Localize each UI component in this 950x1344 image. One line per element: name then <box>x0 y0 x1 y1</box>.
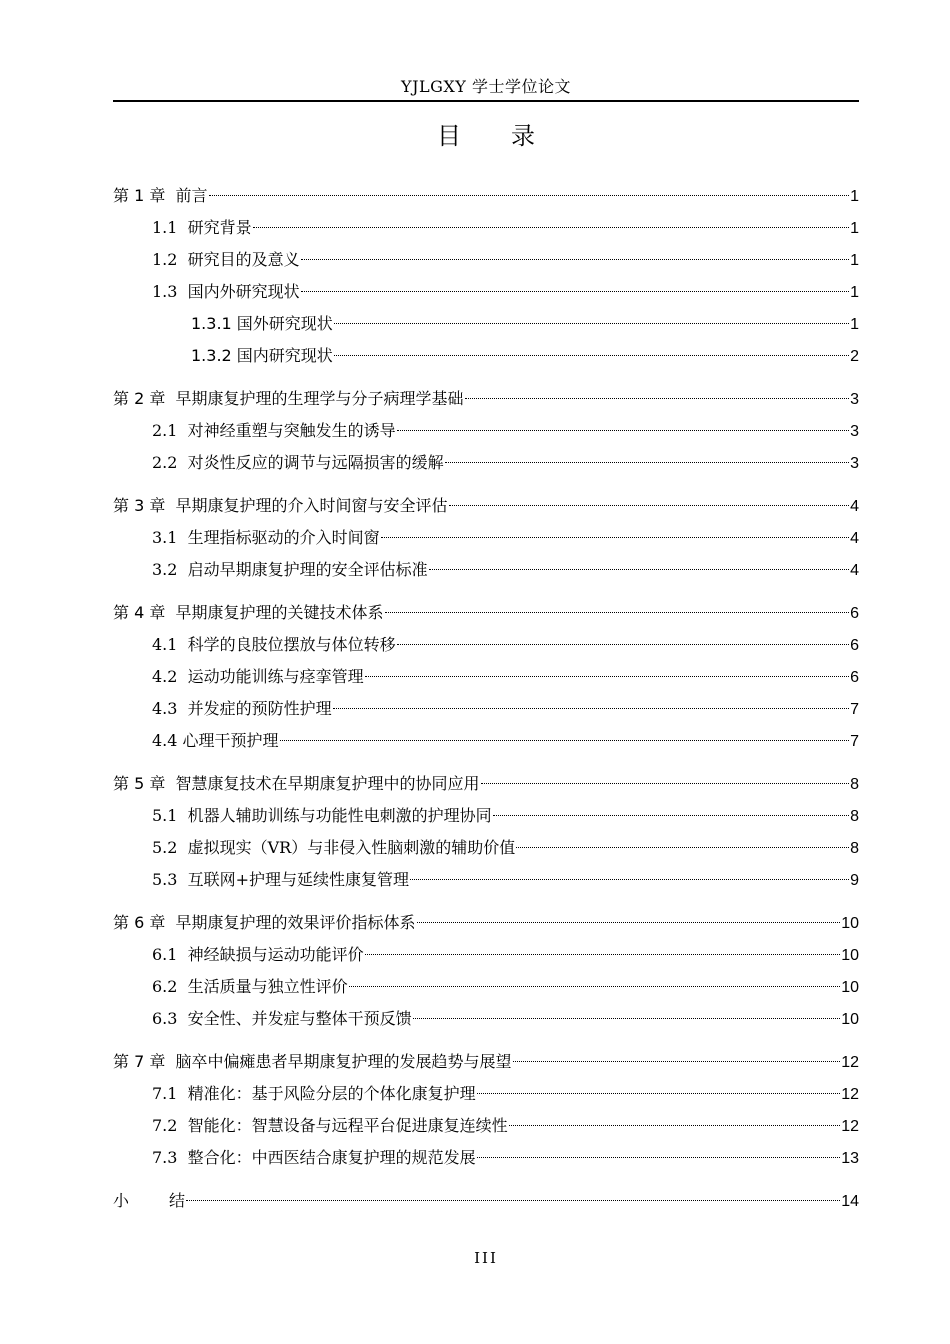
toc-chapter-entry[interactable] <box>113 768 859 800</box>
toc-entry-title: 前言 <box>175 186 208 205</box>
dot-leader <box>410 879 849 880</box>
toc-entry-page: 4 <box>850 498 859 515</box>
toc-entry-number: 4.3 <box>152 699 188 718</box>
toc-entry-title: 研究背景 <box>187 218 252 237</box>
toc-entry-page: 4 <box>850 562 859 579</box>
toc-entry-number: 4.2 <box>152 667 188 686</box>
toc-entry-number: 6.2 <box>152 977 188 996</box>
dot-leader <box>493 815 849 816</box>
toc-entry-number: 7.2 <box>152 1116 188 1135</box>
toc-title <box>113 116 859 151</box>
toc-entry-page: 8 <box>850 808 859 825</box>
dot-leader <box>349 986 841 987</box>
toc-entry-page: 4 <box>850 530 859 547</box>
toc-title-char-1: 目 <box>437 122 461 150</box>
toc-entry-page: 10 <box>841 915 859 932</box>
toc-entry-page: 8 <box>850 840 859 857</box>
toc-entry-number: 4.4 <box>152 731 183 750</box>
toc-entry-page: 12 <box>841 1118 859 1135</box>
toc-entry-title: 智能化：智慧设备与远程平台促进康复连续性 <box>187 1116 508 1135</box>
toc-entry-title: 安全性、并发症与整体干预反馈 <box>187 1009 412 1028</box>
toc-entry-page: 3 <box>850 455 859 472</box>
toc-entry-page: 1 <box>850 284 859 301</box>
toc-entry-number: 1.3.1 <box>191 314 237 333</box>
toc-section-entry[interactable] <box>113 244 859 276</box>
toc-entry-number: 4.1 <box>152 635 188 654</box>
toc-entry-title: 虚拟现实（VR）与非侵入性脑刺激的辅助价值 <box>187 838 516 857</box>
toc-entry-page: 1 <box>850 316 859 333</box>
toc-section-entry[interactable] <box>113 939 859 971</box>
toc-entry-title: 启动早期康复护理的安全评估标准 <box>187 560 428 579</box>
dot-leader <box>465 398 850 399</box>
dot-leader <box>509 1125 841 1126</box>
toc-entry-page: 9 <box>850 872 859 889</box>
toc-section-entry[interactable] <box>113 1142 859 1174</box>
table-of-contents <box>113 180 859 1217</box>
dot-leader <box>385 612 850 613</box>
toc-chapter-entry[interactable] <box>113 490 859 522</box>
toc-entry-page: 6 <box>850 605 859 622</box>
toc-entry-number: 6.1 <box>152 945 188 964</box>
dot-leader <box>417 922 841 923</box>
toc-entry-page: 7 <box>850 733 859 750</box>
toc-section-entry[interactable] <box>113 340 859 372</box>
toc-section-entry[interactable] <box>113 693 859 725</box>
toc-entry-number: 7.3 <box>152 1148 188 1167</box>
toc-entry-page: 10 <box>841 1011 859 1028</box>
toc-entry-page: 8 <box>850 776 859 793</box>
page-number: III <box>474 1249 498 1267</box>
toc-entry-title: 对炎性反应的调节与远隔损害的缓解 <box>187 453 444 472</box>
toc-entry-title: 机器人辅助训练与功能性电刺激的护理协同 <box>187 806 492 825</box>
toc-summary-title <box>113 1185 185 1217</box>
toc-entry-title: 科学的良肢位摆放与体位转移 <box>187 635 396 654</box>
running-header: YJLGXY 学士学位论文 <box>401 77 571 96</box>
dot-leader <box>186 1200 840 1201</box>
toc-entry-number: 第 2 章 <box>113 389 176 408</box>
toc-title-char-2: 录 <box>511 122 535 150</box>
toc-entry-page: 1 <box>850 220 859 237</box>
toc-entry-number: 第 6 章 <box>113 913 176 932</box>
toc-entry-page: 7 <box>850 701 859 718</box>
toc-entry-title: 运动功能训练与痉挛管理 <box>187 667 364 686</box>
toc-entry-page: 2 <box>850 348 859 365</box>
toc-entry-page: 13 <box>841 1150 859 1167</box>
toc-section-entry[interactable] <box>113 629 859 661</box>
toc-entry-page: 10 <box>841 979 859 996</box>
toc-entry-page: 10 <box>841 947 859 964</box>
toc-entry-number: 3.2 <box>152 560 188 579</box>
toc-chapter-entry[interactable] <box>113 383 859 415</box>
toc-section-entry[interactable] <box>113 415 859 447</box>
dot-leader <box>334 355 849 356</box>
toc-entry-page: 12 <box>841 1054 859 1071</box>
toc-chapter-entry[interactable] <box>113 597 859 629</box>
dot-leader <box>381 537 849 538</box>
toc-entry-title: 早期康复护理的介入时间窗与安全评估 <box>175 496 448 515</box>
dot-leader <box>365 676 849 677</box>
toc-entry-title: 互联网+护理与延续性康复管理 <box>187 870 410 889</box>
toc-entry-number: 第 1 章 <box>113 186 176 205</box>
dot-leader <box>333 708 849 709</box>
toc-entry-title: 国外研究现状 <box>236 314 333 333</box>
toc-section-entry[interactable] <box>113 725 859 757</box>
header-rule <box>113 100 859 102</box>
dot-leader <box>477 1093 841 1094</box>
toc-chapter-entry[interactable] <box>113 907 859 939</box>
toc-section-entry[interactable] <box>113 1110 859 1142</box>
toc-entry-title: 早期康复护理的生理学与分子病理学基础 <box>175 389 464 408</box>
toc-entry-number: 第 7 章 <box>113 1052 176 1071</box>
toc-section-entry[interactable] <box>113 212 859 244</box>
toc-entry-title: 生理指标驱动的介入时间窗 <box>187 528 380 547</box>
dot-leader <box>445 462 849 463</box>
toc-section-entry[interactable] <box>113 800 859 832</box>
toc-section-entry[interactable] <box>113 661 859 693</box>
toc-entry-number: 1.1 <box>152 218 188 237</box>
dot-leader <box>365 954 841 955</box>
dot-leader <box>397 644 849 645</box>
dot-leader <box>209 195 850 196</box>
toc-entry-number: 1.3 <box>152 282 188 301</box>
toc-summary-char-1: 小 <box>113 1191 130 1210</box>
toc-entry-number: 1.2 <box>152 250 188 269</box>
toc-entry-title: 早期康复护理的关键技术体系 <box>175 603 384 622</box>
dot-leader <box>429 569 849 570</box>
toc-entry-page: 12 <box>841 1086 859 1103</box>
toc-entry-page: 6 <box>850 637 859 654</box>
dot-leader <box>516 847 849 848</box>
dot-leader <box>301 291 849 292</box>
toc-entry-title: 并发症的预防性护理 <box>187 699 332 718</box>
dot-leader <box>449 505 850 506</box>
dot-leader <box>253 227 849 228</box>
dot-leader <box>513 1061 841 1062</box>
toc-entry-title: 智慧康复技术在早期康复护理中的协同应用 <box>175 774 480 793</box>
toc-entry-number: 第 4 章 <box>113 603 176 622</box>
toc-chapter-entry[interactable] <box>113 1046 859 1078</box>
toc-section-entry[interactable] <box>113 276 859 308</box>
toc-entry-page: 1 <box>850 188 859 205</box>
toc-entry-title: 生活质量与独立性评价 <box>187 977 348 996</box>
toc-entry-number: 6.3 <box>152 1009 188 1028</box>
toc-entry-number: 5.1 <box>152 806 188 825</box>
toc-entry-number: 2.2 <box>152 453 188 472</box>
toc-entry-page: 6 <box>850 669 859 686</box>
toc-entry-number: 2.1 <box>152 421 188 440</box>
toc-entry-title: 脑卒中偏瘫患者早期康复护理的发展趋势与展望 <box>175 1052 512 1071</box>
toc-entry-number: 7.1 <box>152 1084 188 1103</box>
toc-entry-title: 研究目的及意义 <box>187 250 300 269</box>
toc-section-entry[interactable] <box>113 832 859 864</box>
dot-leader <box>481 783 850 784</box>
toc-section-entry[interactable] <box>113 971 859 1003</box>
toc-summary-entry[interactable] <box>113 1185 859 1217</box>
toc-entry-title: 对神经重塑与突触发生的诱导 <box>187 421 396 440</box>
dot-leader <box>413 1018 841 1019</box>
dot-leader <box>280 740 850 741</box>
toc-chapter-entry[interactable] <box>113 180 859 212</box>
toc-section-entry[interactable] <box>113 864 859 896</box>
dot-leader <box>397 430 849 431</box>
toc-section-entry[interactable] <box>113 447 859 479</box>
toc-entry-title: 神经缺损与运动功能评价 <box>187 945 364 964</box>
toc-entry-title: 心理干预护理 <box>182 731 279 750</box>
toc-entry-title: 国内外研究现状 <box>187 282 300 301</box>
toc-entry-number: 5.3 <box>152 870 188 889</box>
toc-entry-title: 整合化：中西医结合康复护理的规范发展 <box>187 1148 476 1167</box>
toc-section-entry[interactable] <box>113 522 859 554</box>
toc-entry-page: 1 <box>850 252 859 269</box>
toc-entry-title: 国内研究现状 <box>236 346 333 365</box>
toc-section-entry[interactable] <box>113 1003 859 1035</box>
toc-entry-number: 1.3.2 <box>191 346 237 365</box>
toc-section-entry[interactable] <box>113 1078 859 1110</box>
toc-section-entry[interactable] <box>113 308 859 340</box>
toc-summary-char-2: 结 <box>169 1191 186 1210</box>
toc-entry-number: 3.1 <box>152 528 188 547</box>
dot-leader <box>477 1157 841 1158</box>
toc-summary-page: 14 <box>841 1193 859 1210</box>
toc-entry-page: 3 <box>850 423 859 440</box>
toc-entry-number: 5.2 <box>152 838 188 857</box>
toc-section-entry[interactable] <box>113 554 859 586</box>
toc-entry-number: 第 5 章 <box>113 774 176 793</box>
toc-entry-title: 精准化：基于风险分层的个体化康复护理 <box>187 1084 476 1103</box>
dot-leader <box>334 323 849 324</box>
toc-entry-page: 3 <box>850 391 859 408</box>
toc-entry-number: 第 3 章 <box>113 496 176 515</box>
dot-leader <box>301 259 849 260</box>
toc-entry-title: 早期康复护理的效果评价指标体系 <box>175 913 416 932</box>
